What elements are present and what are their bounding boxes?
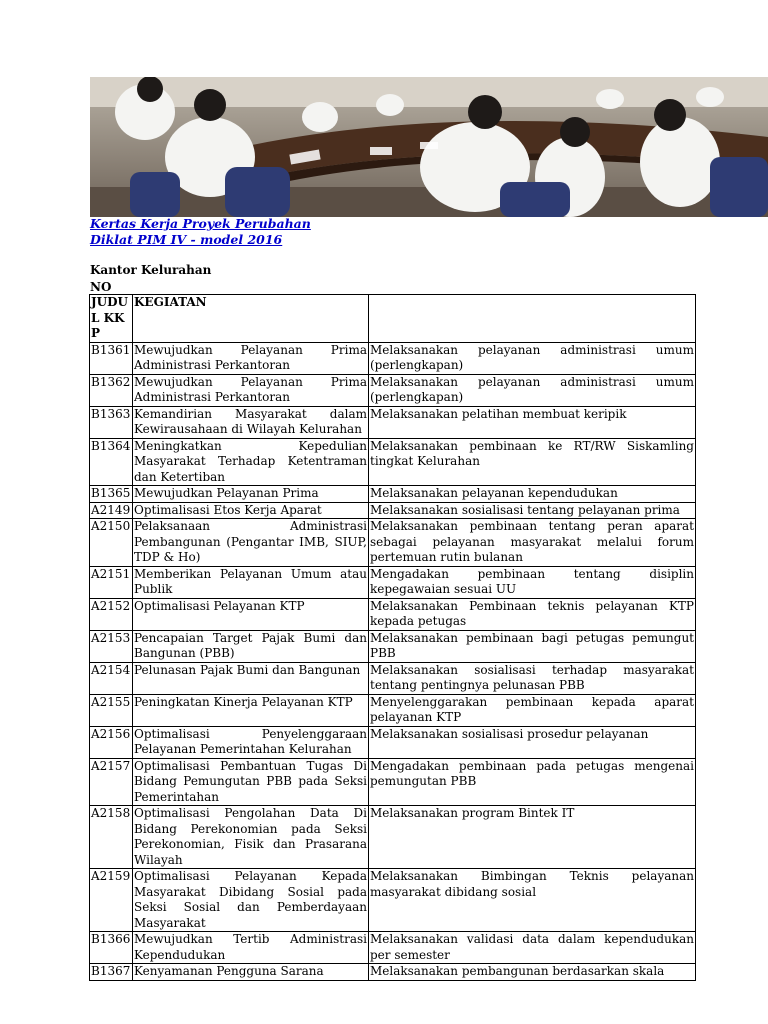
row-kegiatan: Melaksanakan sosialisasi tentang pelayanan prima: [369, 502, 696, 519]
table-row: [90, 726, 696, 758]
row-code: B1364: [90, 438, 133, 486]
row-code: A2154: [90, 662, 133, 694]
row-kegiatan: Melaksanakan validasi data dalam kependudukan per semester: [370, 932, 694, 962]
row-judul: Kenyamanan Pengguna Sarana: [133, 964, 369, 981]
header-kegiatan: KEGIATAN: [133, 295, 369, 343]
row-code: A2155: [90, 694, 133, 726]
row-judul: Optimalisasi Pelayanan Kepada Masyarakat Dibidang Sosial pada Seksi Sosial dan Pemberdayaan Masyarakat: [134, 869, 367, 930]
row-code: B1361: [90, 342, 133, 374]
table-row: [90, 519, 696, 567]
header-empty: [369, 295, 696, 343]
table-row: [90, 662, 696, 694]
row-code: A2159: [90, 869, 133, 932]
row-judul: Optimalisasi Etos Kerja Aparat: [133, 502, 369, 519]
table-row: [90, 964, 696, 981]
row-kegiatan: Melaksanakan sosialisasi prosedur pelayanan: [369, 726, 696, 758]
row-judul: Optimalisasi Penyelenggaraan Pelayanan Pemerintahan Kelurahan: [134, 726, 367, 756]
table-row: [90, 630, 696, 662]
kkp-table: [89, 294, 696, 981]
row-judul: Optimalisasi Pengolahan Data Di Bidang Perekonomian pada Seksi Perekonomian, Fisik dan Prasarana Wilayah: [134, 806, 367, 867]
row-code: A2150: [90, 519, 133, 567]
row-judul: Kemandirian Masyarakat dalam Kewirausahaan di Wilayah Kelurahan: [134, 406, 367, 436]
row-kegiatan: Melaksanakan Bimbingan Teknis pelayanan masyarakat dibidang sosial: [369, 869, 696, 932]
row-judul: Mewujudkan Pelayanan Prima Administrasi Perkantoran: [134, 374, 367, 404]
row-judul: Mewujudkan Pelayanan Prima Administrasi Perkantoran: [134, 342, 367, 372]
row-kegiatan: Menyelenggarakan pembinaan kepada aparat pelayanan KTP: [370, 694, 694, 724]
row-code: A2156: [90, 726, 133, 758]
training-model-link[interactable]: Diklat PIM IV - model 2016: [90, 232, 283, 247]
table-row: [90, 502, 696, 519]
table-row: [90, 598, 696, 630]
row-judul: Meningkatkan Kepedulian Masyarakat Terhadap Ketentraman dan Ketertiban: [134, 438, 367, 484]
table-row: [90, 694, 696, 726]
row-judul: Mewujudkan Pelayanan Prima: [133, 486, 369, 503]
row-code: A2151: [90, 566, 133, 598]
row-kegiatan: Melaksanakan pelayanan administrasi umum (perlengkapan): [370, 342, 694, 372]
row-code: A2149: [90, 502, 133, 519]
row-code: B1367: [90, 964, 133, 981]
row-judul: Pelaksanaan Administrasi Pembangunan (Pengantar IMB, SIUP, TDP & Ho): [134, 519, 367, 564]
row-kegiatan: Mengadakan pembinaan tentang disiplin kepegawaian sesuai UU: [370, 566, 694, 596]
row-kegiatan: Melaksanakan program Bintek IT: [369, 806, 696, 869]
table-row: [90, 806, 696, 869]
table-row: [90, 342, 696, 374]
row-judul: Pencapaian Target Pajak Bumi dan Bangunan (PBB): [134, 630, 367, 660]
table-row: [90, 758, 696, 806]
row-kegiatan: Melaksanakan pembinaan ke RT/RW Siskamling tingkat Kelurahan: [369, 438, 696, 486]
table-row: [90, 932, 696, 964]
table-row: [90, 486, 696, 503]
project-title-link[interactable]: Kertas Kerja Proyek Perubahan: [90, 216, 311, 231]
row-code: A2153: [90, 630, 133, 662]
office-label: Kantor Kelurahan: [90, 263, 212, 277]
table-row: [90, 438, 696, 486]
row-kegiatan: Melaksanakan pelayanan kependudukan: [369, 486, 696, 503]
table-row: [90, 406, 696, 438]
row-kegiatan: Mengadakan pembinaan pada petugas mengenai pemungutan PBB: [369, 758, 696, 806]
row-kegiatan: Melaksanakan sosialisasi terhadap masyarakat tentang pentingnya pelunasan PBB: [370, 662, 694, 692]
table-row: [90, 566, 696, 598]
row-kegiatan: Melaksanakan Pembinaan teknis pelayanan KTP kepada petugas: [370, 598, 694, 628]
row-judul: Pelunasan Pajak Bumi dan Bangunan: [133, 662, 369, 694]
row-kegiatan: Melaksanakan pelatihan membuat keripik: [369, 406, 696, 438]
row-code: A2152: [90, 598, 133, 630]
table-row: [90, 869, 696, 932]
row-judul: Optimalisasi Pembantuan Tugas Di Bidang Pemungutan PBB pada Seksi Pemerintahan: [134, 758, 367, 804]
row-kegiatan: Melaksanakan pembangunan berdasarkan skala: [369, 964, 696, 981]
header-links: [90, 216, 311, 248]
meeting-room-photo: [90, 77, 768, 217]
row-code: B1366: [90, 932, 133, 964]
row-code: B1365: [90, 486, 133, 503]
row-judul: Optimalisasi Pelayanan KTP: [133, 598, 369, 630]
table-header-row: [90, 295, 696, 343]
row-code: B1363: [90, 406, 133, 438]
table-row: [90, 374, 696, 406]
row-judul: Memberikan Pelayanan Umum atau Publik: [134, 566, 367, 596]
header-judul-kkp: JUDUL KKP: [90, 295, 133, 343]
row-judul: Mewujudkan Tertib Administrasi Kependudukan: [134, 932, 367, 962]
row-code: A2157: [90, 758, 133, 806]
row-judul: Peningkatan Kinerja Pelayanan KTP: [133, 694, 369, 726]
row-kegiatan: Melaksanakan pembinaan bagi petugas pemungut PBB: [370, 630, 694, 660]
row-code: B1362: [90, 374, 133, 406]
row-kegiatan: Melaksanakan pembinaan tentang peran aparat sebagai pelayanan masyarakat melalui forum pertemuan rutin bulanan: [370, 519, 694, 564]
no-label: NO: [90, 280, 112, 294]
row-code: A2158: [90, 806, 133, 869]
row-kegiatan: Melaksanakan pelayanan administrasi umum (perlengkapan): [370, 374, 694, 404]
header-photo: [90, 77, 768, 217]
